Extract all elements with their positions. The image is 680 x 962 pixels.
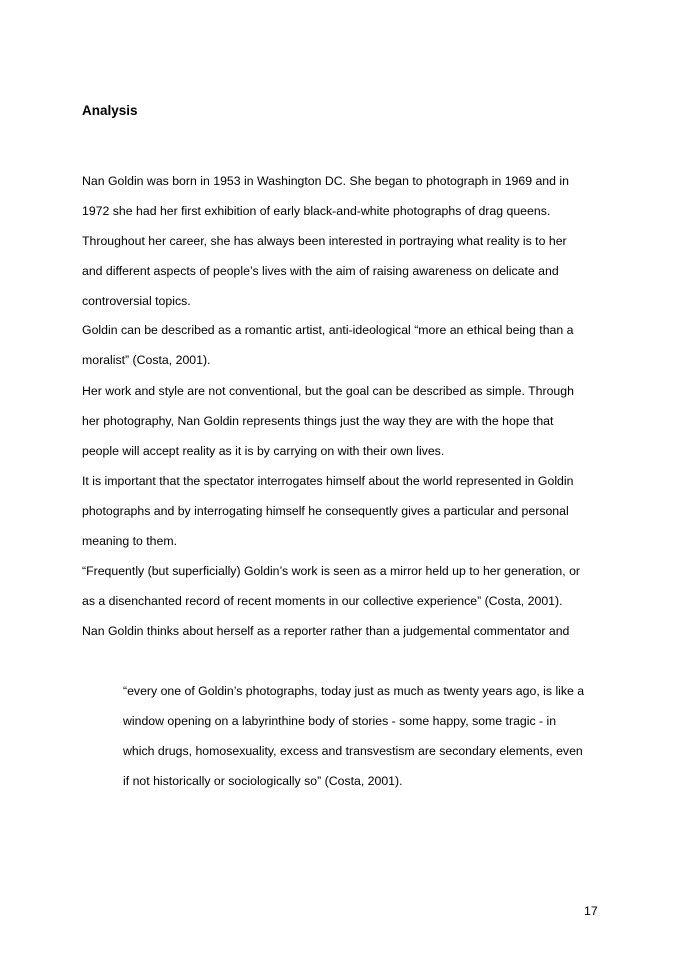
block-quote-line: window opening on a labyrinthine body of stories - some happy, some tragic - in — [123, 714, 557, 728]
body-line: photographs and by interrogating himself he consequently gives a particular and personal — [82, 504, 569, 518]
body-line: It is important that the spectator interrogates himself about the world represented in Goldin — [82, 474, 574, 488]
body-line: Goldin can be described as a romantic artist, anti-ideological “more an ethical being than a — [82, 323, 574, 337]
block-quote-line: which drugs, homosexuality, excess and transvestism are secondary elements, even — [123, 744, 583, 758]
body-line: and different aspects of people’s lives with the aim of raising awareness on delicate and — [82, 264, 559, 278]
body-line: Nan Goldin was born in 1953 in Washington DC. She began to photograph in 1969 and in — [82, 174, 569, 188]
page-number: 17 — [584, 904, 598, 918]
body-line: controversial topics. — [82, 294, 191, 308]
body-line: as a disenchanted record of recent moments in our collective experience” (Costa, 2001). — [82, 594, 563, 608]
body-line: her photography, Nan Goldin represents things just the way they are with the hope that — [82, 414, 554, 428]
body-line: “Frequently (but superficially) Goldin’s work is seen as a mirror held up to her generation, or — [82, 564, 581, 578]
body-line: people will accept reality as it is by carrying on with their own lives. — [82, 444, 445, 458]
body-line: Throughout her career, she has always been interested in portraying what reality is to her — [82, 234, 567, 248]
section-heading: Analysis — [82, 103, 138, 118]
body-line: 1972 she had her first exhibition of early black-and-white photographs of drag queens. — [82, 204, 551, 218]
block-quote-line: “every one of Goldin’s photographs, today just as much as twenty years ago, is like a — [123, 684, 585, 698]
body-line: Nan Goldin thinks about herself as a reporter rather than a judgemental commentator and — [82, 624, 570, 638]
body-line: meaning to them. — [82, 534, 178, 548]
body-line: Her work and style are not conventional, but the goal can be described as simple. Through — [82, 384, 574, 398]
body-line: moralist” (Costa, 2001). — [82, 353, 211, 367]
block-quote-line: if not historically or sociologically so” (Costa, 2001). — [123, 774, 403, 788]
